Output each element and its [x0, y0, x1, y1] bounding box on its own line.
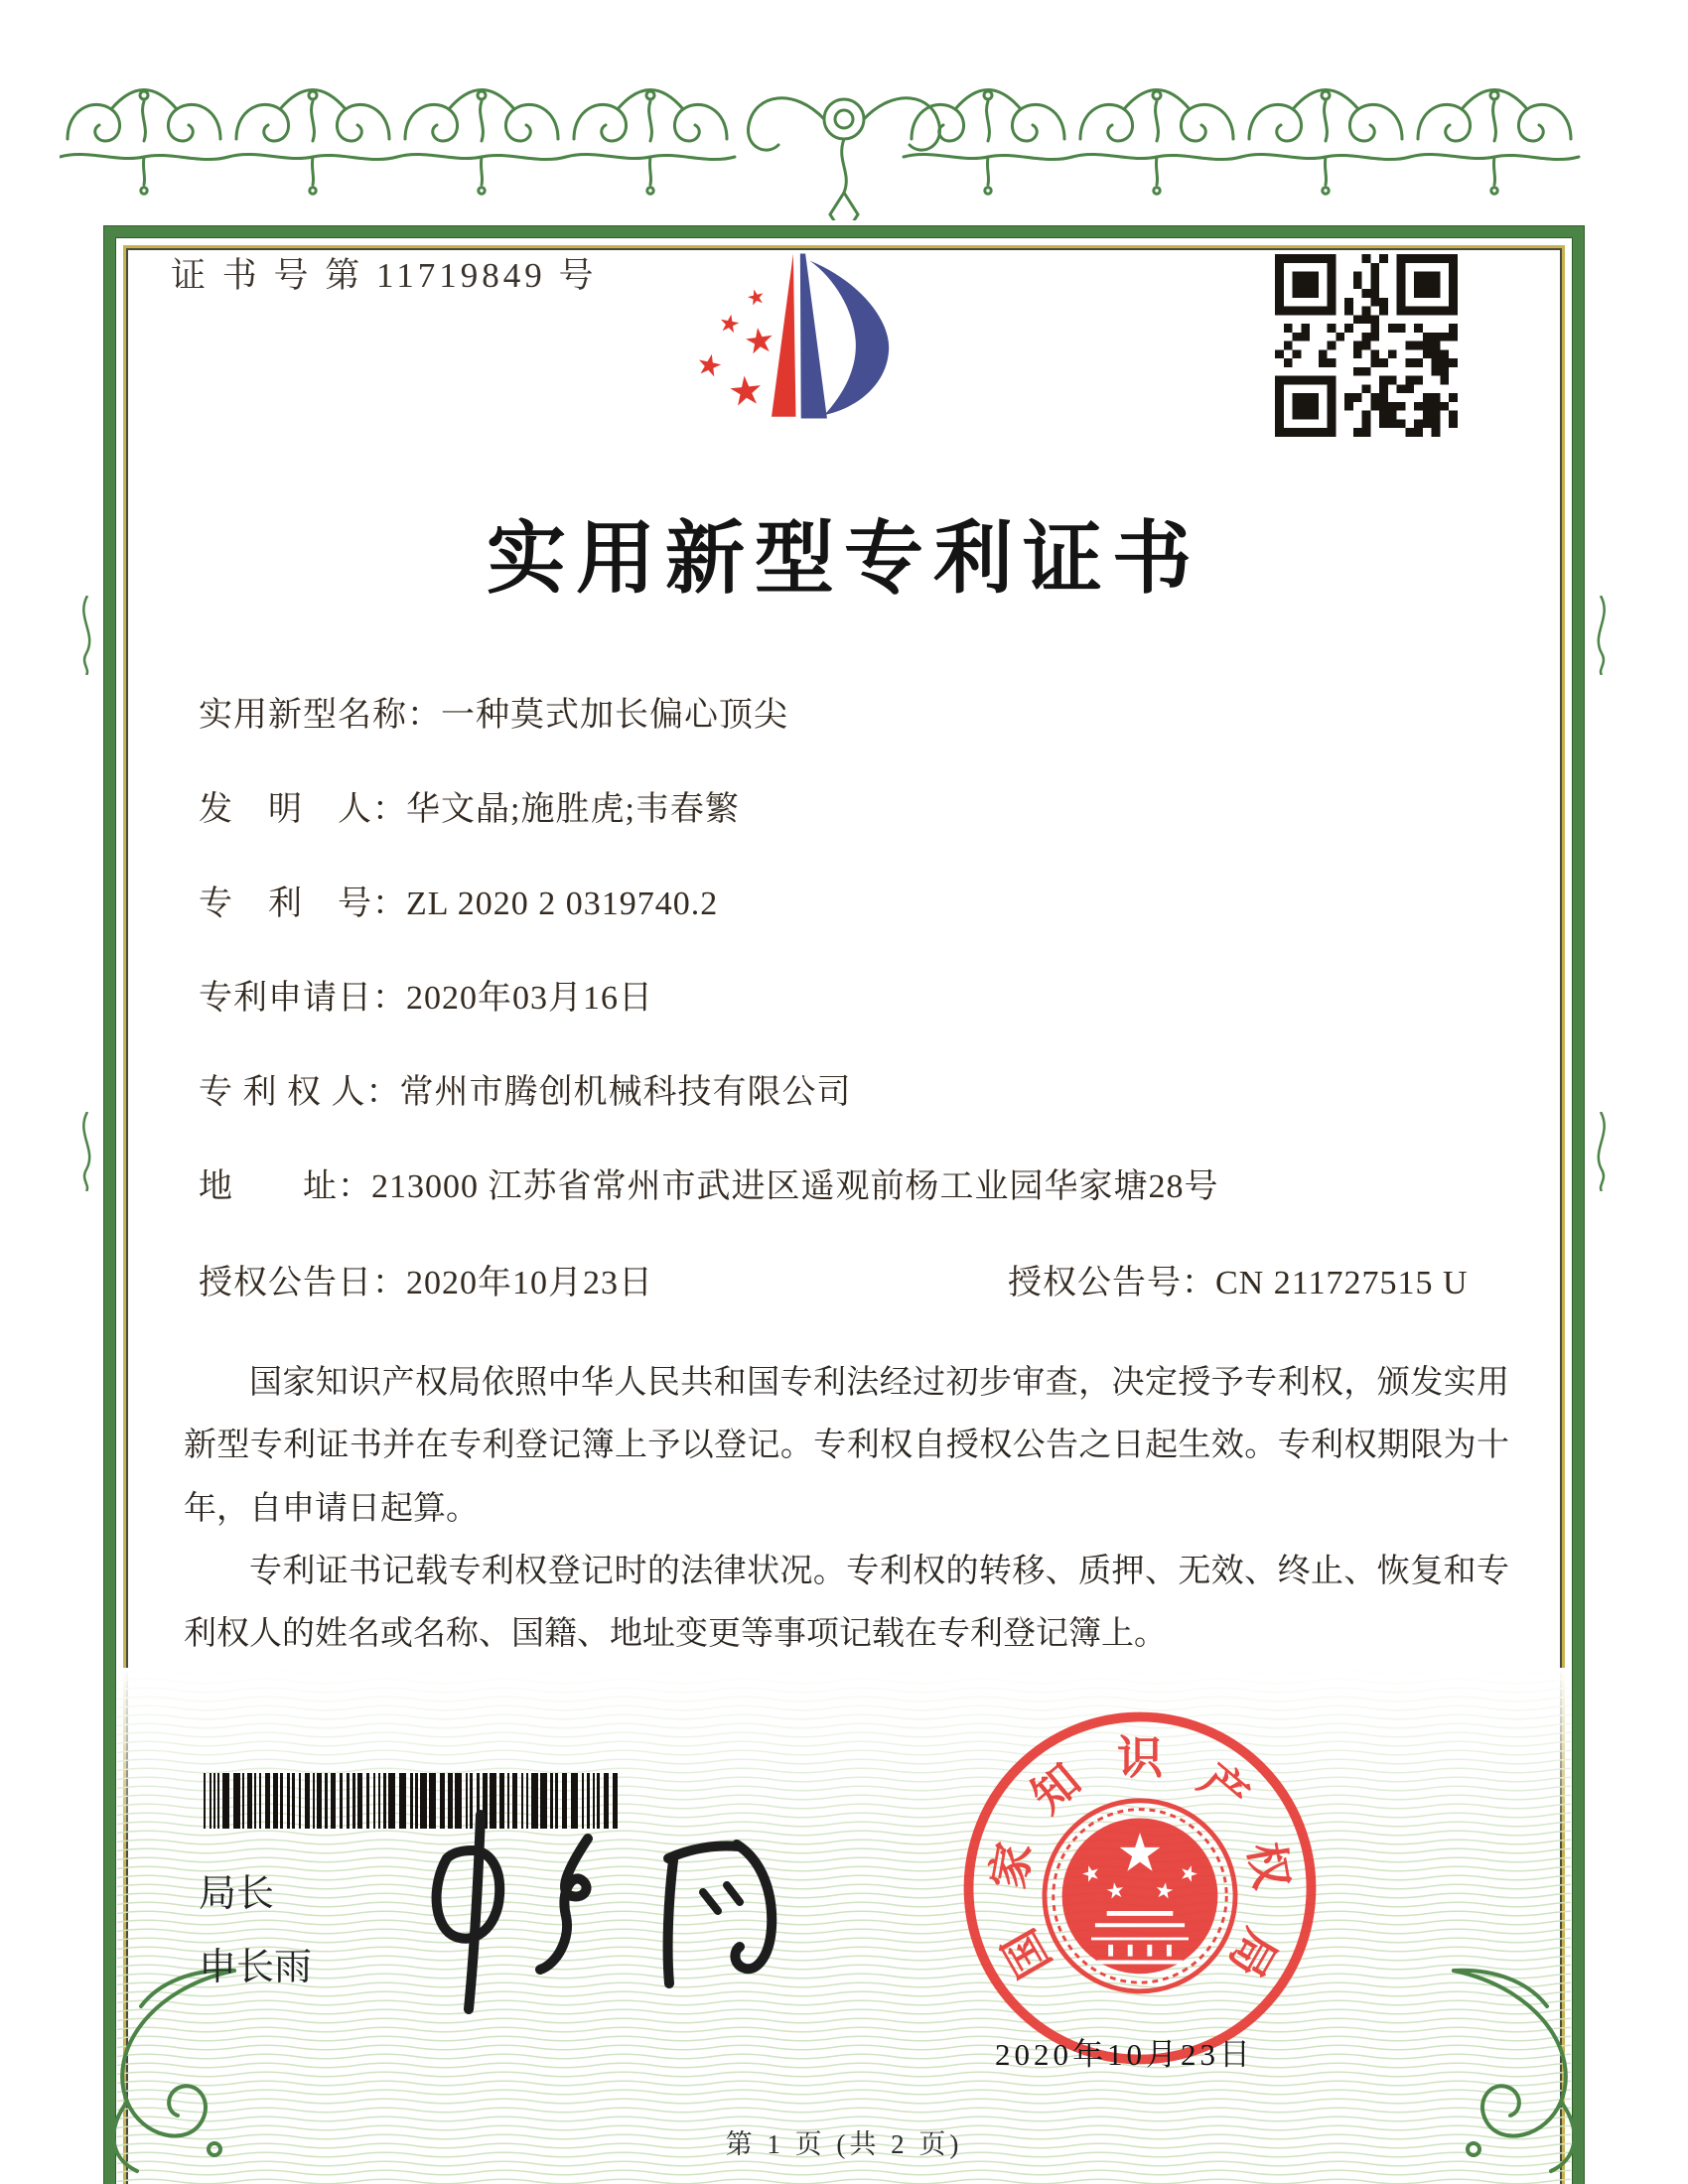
side-flourish-left-2 [71, 1112, 101, 1191]
field-value: CN 211727515 U [1215, 1265, 1469, 1301]
field-colon: ： [1182, 1265, 1215, 1301]
seal-emblem [1045, 1801, 1235, 1991]
page-footer: 第 1 页 (共 2 页) [725, 2129, 963, 2159]
field-row-patent-number [199, 876, 718, 924]
seal-date: 2020年10月23日 [995, 2037, 1254, 2072]
field-colon: ： [372, 886, 406, 922]
svg-text:家: 家 [982, 1839, 1041, 1893]
svg-text:★: ★ [716, 309, 743, 340]
field-value: 213000 江苏省常州市武进区遥观前杨工业园华家塘28号 [371, 1168, 1219, 1205]
field-row-address [199, 1159, 1219, 1207]
officer-name: 申长雨 [199, 1947, 313, 1988]
certificate-number: 证 书 号 第 11719849 号 [171, 256, 598, 295]
handwritten-signature-icon [377, 1799, 814, 2042]
svg-text:知: 知 [1022, 1754, 1090, 1823]
page-title: 实用新型专利证书 [487, 516, 1201, 604]
field-label: 专 利 权 人 [199, 1074, 366, 1111]
field-colon: ： [372, 1265, 406, 1301]
field-label: 授权公告号 [1008, 1265, 1182, 1301]
field-value: 2020年03月16日 [406, 980, 653, 1017]
field-value: 华文晶;施胜虎;韦春繁 [406, 791, 740, 828]
svg-text:★: ★ [725, 366, 767, 416]
field-value: 一种莫式加长偏心顶尖 [441, 697, 788, 734]
field-grant-number [1008, 1255, 1469, 1303]
field-row-inventors [199, 781, 740, 830]
field-label: 专利申请日 [199, 980, 372, 1017]
field-value: ZL 2020 2 0319740.2 [406, 886, 719, 922]
svg-text:★: ★ [744, 283, 769, 312]
svg-text:国: 国 [993, 1920, 1061, 1986]
legal-body-text [184, 1352, 1509, 1667]
svg-text:★: ★ [1103, 1877, 1127, 1905]
officer-title: 局长 [199, 1873, 275, 1915]
svg-text:权: 权 [1239, 1839, 1298, 1893]
svg-text:局: 局 [1218, 1920, 1287, 1986]
svg-text:识: 识 [1116, 1732, 1164, 1784]
field-label: 地 址 [199, 1168, 338, 1205]
field-row-filing-date [199, 970, 653, 1019]
svg-text:★: ★ [1176, 1859, 1202, 1888]
guilloche-wave-background [117, 1668, 1571, 2184]
svg-text:★: ★ [741, 320, 778, 363]
field-colon: ： [365, 1074, 400, 1111]
top-ornament-band [60, 62, 1628, 220]
logo-stars [693, 283, 777, 415]
field-row-name [199, 687, 788, 736]
svg-text:★: ★ [1116, 1825, 1164, 1883]
qr-code-icon [1275, 254, 1458, 442]
field-label: 发 明 人 [199, 791, 372, 828]
svg-text:★: ★ [1077, 1859, 1104, 1888]
field-label: 实用新型名称 [199, 697, 407, 734]
field-colon: ： [372, 791, 406, 828]
body-paragraph-2: 专利证书记载专利权登记时的法律状况。专利权的转移、质押、无效、终止、恢复和专利权人的姓名或名称、国籍、地址变更等事项记载在专利登记簿上。 [184, 1554, 1509, 1653]
field-label: 授权公告日 [199, 1265, 372, 1301]
field-value: 常州市腾创机械科技有限公司 [399, 1074, 852, 1111]
logo-red-spire [772, 254, 795, 417]
field-colon: ： [407, 697, 441, 734]
top-ornament-medallion [749, 98, 940, 220]
field-colon: ： [372, 980, 406, 1017]
field-colon: ： [338, 1168, 371, 1205]
svg-text:★: ★ [692, 347, 726, 385]
field-row-grant-date [199, 1255, 1519, 1303]
side-flourish-right-2 [1587, 1112, 1617, 1191]
field-label: 专 利 号 [199, 886, 372, 922]
logo-blue-wedge [800, 254, 827, 419]
field-row-patentee [199, 1064, 852, 1113]
field-value: 2020年10月23日 [406, 1265, 653, 1301]
cnipa-logo-icon [655, 234, 915, 450]
svg-text:★: ★ [1153, 1877, 1177, 1905]
svg-text:产: 产 [1190, 1754, 1258, 1823]
body-paragraph-1: 国家知识产权局依照中华人民共和国专利法经过初步审查，决定授予专利权，颁发实用新型专利证书并在专利登记簿上予以登记。专利权自授权公告之日起生效。专利权期限为十年，自申请日起算。 [184, 1365, 1509, 1527]
